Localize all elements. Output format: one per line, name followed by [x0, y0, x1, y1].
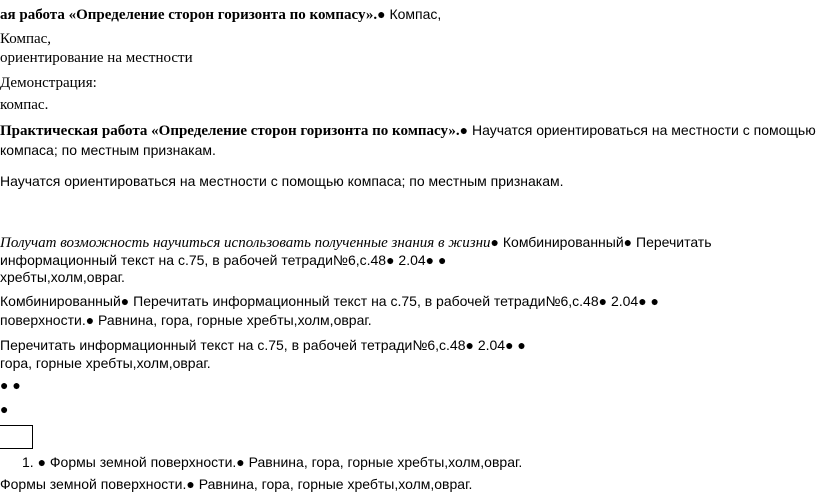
opportunity-rest: ● Комбинированный● Перечитать — [490, 234, 712, 250]
empty-cell-box — [0, 425, 33, 449]
line-surface-forms: Формы земной поверхности.● Равнина, гора, горные хребты,холм,овраг. — [0, 476, 473, 492]
line-surface-1: поверхности.● Равнина, гора, горные хребты,холм,овраг. — [0, 312, 372, 328]
line-compass: Компас, — [0, 31, 52, 47]
title-fragment-bold: ая работа «Определение сторон горизонта по компасу». — [0, 7, 378, 23]
opportunity-italic: Получат возможность научиться использовать полученные знания в жизни — [0, 235, 491, 251]
practical-work-rest: ● Научатся ориентироваться на местности с помощью — [459, 122, 816, 138]
line-title-fragment — [0, 5, 441, 24]
line-info-text-1: информационный текст на с.75, в рабочей тетради№6,с.48● 2.04● ● — [0, 252, 447, 268]
line-mountain: гора, горные хребты,холм,овраг. — [0, 355, 211, 371]
title-fragment-rest: ● Компас, — [377, 6, 442, 22]
line-learn-orientation: Научатся ориентироваться на местности с помощью компаса; по местным признакам. — [0, 173, 564, 189]
line-bullets-pair: ● ● — [0, 377, 21, 393]
line-practical-cont: компаса; по местным признакам. — [0, 142, 216, 158]
line-orientation: ориентирование на местности — [0, 50, 193, 66]
line-practical-work — [0, 121, 816, 140]
line-bullet-single: ● — [0, 401, 9, 417]
line-opportunity — [0, 233, 712, 252]
practical-work-bold: Практическая работа «Определение сторон горизонта по компасу». — [0, 123, 460, 139]
line-compass-dot: компас. — [0, 97, 49, 113]
line-demonstration: Демонстрация: — [0, 75, 97, 91]
line-combined: Комбинированный● Перечитать информационный текст на с.75, в рабочей тетради№6,с.48● 2.04● ● — [0, 293, 660, 309]
line-ridges-1: хребты,холм,овраг. — [0, 269, 125, 285]
list-item-1: 1. ● Формы земной поверхности.● Равнина, гора, горные хребты,холм,овраг. — [22, 454, 523, 470]
line-info-text-2: Перечитать информационный текст на с.75, в рабочей тетради№6,с.48● 2.04● ● — [0, 337, 526, 353]
